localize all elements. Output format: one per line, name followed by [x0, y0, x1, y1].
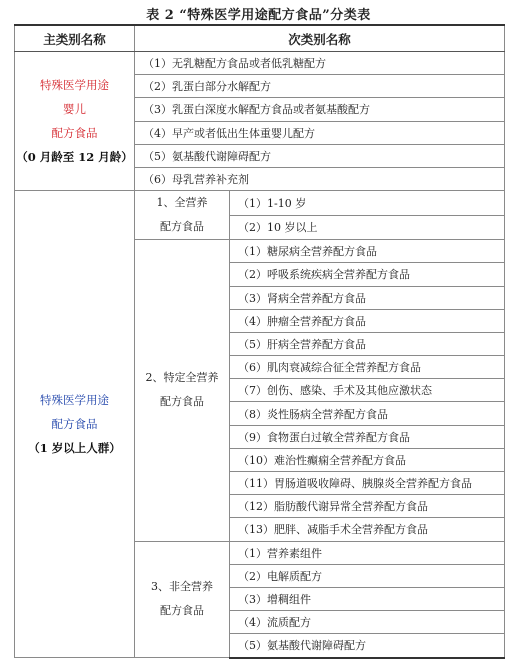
adult-item: （1）1-10 岁 [230, 191, 505, 216]
table-row [15, 52, 505, 75]
infant-line1: 特殊医学用途 [40, 78, 109, 93]
group-label-line2: 配方食品 [160, 604, 204, 618]
adult-line1: 特殊医学用途 [40, 393, 109, 408]
adult-item: （12）脂肪酸代谢异常全营养配方食品 [230, 495, 505, 518]
adult-item: （5）氨基酸代谢障碍配方 [230, 634, 505, 658]
classification-table [14, 24, 505, 659]
group-label-line2: 配方食品 [160, 220, 204, 234]
infant-line4: （0 月龄至 12 月龄） [16, 150, 133, 165]
adult-item: （4）肿瘤全营养配方食品 [230, 309, 505, 332]
adult-item: （3）增稠组件 [230, 587, 505, 610]
adult-line2: 配方食品 [51, 417, 98, 432]
adult-item: （3）肾病全营养配方食品 [230, 286, 505, 309]
group-complete-nutrition [135, 191, 230, 240]
adult-item: （7）创伤、感染、手术及其他应激状态 [230, 379, 505, 402]
table-title: 表 2 “特殊医学用途配方食品”分类表 [146, 8, 371, 23]
adult-item: （1）糖尿病全营养配方食品 [230, 240, 505, 263]
adult-item: （2）电解质配方 [230, 564, 505, 587]
infant-item: （4）早产或者低出生体重婴儿配方 [135, 121, 505, 144]
adult-item: （8）炎性肠病全营养配方食品 [230, 402, 505, 425]
adult-item: （2）呼吸系统疾病全营养配方食品 [230, 263, 505, 286]
infant-line3: 配方食品 [51, 126, 98, 141]
adult-item: （9）食物蛋白过敏全营养配方食品 [230, 425, 505, 448]
group-specific-complete-nutrition [135, 240, 230, 541]
header-main-category: 主类别名称 [15, 25, 135, 52]
adult-item: （4）流质配方 [230, 611, 505, 634]
adult-main-category [15, 191, 135, 658]
group-label-line1: 2、特定全营养 [145, 371, 219, 385]
group-label-line2: 配方食品 [160, 395, 204, 409]
adult-item: （6）肌肉衰减综合征全营养配方食品 [230, 356, 505, 379]
header-row [15, 25, 505, 52]
infant-item: （1）无乳糖配方食品或者低乳糖配方 [135, 52, 505, 75]
adult-item: （1）营养素组件 [230, 541, 505, 564]
group-incomplete-nutrition [135, 541, 230, 657]
infant-item: （3）乳蛋白深度水解配方食品或者氨基酸配方 [135, 98, 505, 121]
header-sub-category: 次类别名称 [135, 25, 505, 52]
adult-item: （5）肝病全营养配方食品 [230, 332, 505, 355]
group-label-line1: 1、全营养 [156, 196, 208, 210]
adult-item: （13）肥胖、减脂手术全营养配方食品 [230, 518, 505, 541]
adult-item: （10）难治性癫痫全营养配方食品 [230, 448, 505, 471]
adult-item: （2）10 岁以上 [230, 215, 505, 240]
infant-item: （5）氨基酸代谢障碍配方 [135, 144, 505, 167]
table-row [15, 191, 505, 216]
group-label-line1: 3、非全营养 [151, 580, 213, 594]
infant-line2: 婴儿 [63, 102, 86, 117]
infant-item: （6）母乳营养补充剂 [135, 167, 505, 190]
adult-line3: （1 岁以上人群） [28, 441, 121, 456]
adult-item: （11）胃肠道吸收障碍、胰腺炎全营养配方食品 [230, 472, 505, 495]
infant-main-category [15, 52, 135, 191]
infant-item: （2）乳蛋白部分水解配方 [135, 75, 505, 98]
